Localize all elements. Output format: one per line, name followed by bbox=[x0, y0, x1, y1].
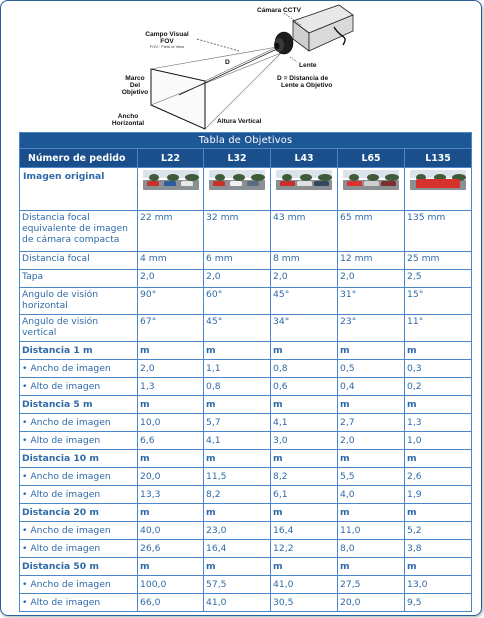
image-row bbox=[20, 168, 472, 211]
height-value: 0,4 bbox=[338, 378, 405, 396]
spec-row-label: Distancia focal bbox=[20, 252, 138, 270]
height-row bbox=[20, 540, 472, 558]
unit-cell: m bbox=[204, 504, 271, 522]
lens-label: Lente bbox=[299, 62, 317, 69]
unit-cell: m bbox=[138, 504, 204, 522]
fov-abbr-label: FOV bbox=[160, 38, 174, 45]
width-value: 57,5 bbox=[204, 576, 271, 594]
width-value: 27,5 bbox=[338, 576, 405, 594]
spec-value: 45° bbox=[204, 315, 271, 342]
column-header-l43: L43 bbox=[271, 149, 338, 168]
distance-header-row bbox=[20, 558, 472, 576]
height-value: 4,1 bbox=[204, 432, 271, 450]
width-value: 8,2 bbox=[271, 468, 338, 486]
width-value: 13,0 bbox=[405, 576, 472, 594]
width-value: 5,2 bbox=[405, 522, 472, 540]
height-value: 1,3 bbox=[138, 378, 204, 396]
width-label: • Ancho de imagen bbox=[20, 360, 138, 378]
spec-value: 23° bbox=[338, 315, 405, 342]
unit-cell: m bbox=[338, 558, 405, 576]
distance-label: Distancia 20 m bbox=[20, 504, 138, 522]
lens-table bbox=[19, 132, 472, 612]
spec-value: 31° bbox=[338, 288, 405, 315]
fov-diagram bbox=[1, 1, 482, 131]
height-value: 8,2 bbox=[204, 486, 271, 504]
width-value: 4,1 bbox=[271, 414, 338, 432]
fov-leader bbox=[197, 39, 239, 51]
camera-label: Cámara CCTV bbox=[257, 7, 301, 14]
fov-line-top-right bbox=[205, 47, 277, 81]
height-value: 41,0 bbox=[204, 594, 271, 612]
distance-definition-2: Lente a Objetivo bbox=[281, 82, 333, 89]
fov-note-label: FOV : Field of View bbox=[149, 44, 185, 49]
width-value: 11,5 bbox=[204, 468, 271, 486]
spec-row bbox=[20, 270, 472, 288]
column-header-l32: L32 bbox=[204, 149, 271, 168]
height-value: 6,6 bbox=[138, 432, 204, 450]
unit-cell: m bbox=[204, 450, 271, 468]
height-value: 12,2 bbox=[271, 540, 338, 558]
height-value: 1,9 bbox=[405, 486, 472, 504]
width-row bbox=[20, 360, 472, 378]
spec-value: 2,0 bbox=[338, 270, 405, 288]
spec-value: 22 mm bbox=[138, 211, 204, 252]
unit-cell: m bbox=[204, 558, 271, 576]
spec-row bbox=[20, 315, 472, 342]
unit-cell: m bbox=[405, 558, 472, 576]
spec-value: 34° bbox=[271, 315, 338, 342]
unit-cell: m bbox=[271, 342, 338, 360]
spec-value: 4 mm bbox=[138, 252, 204, 270]
height-value: 26,6 bbox=[138, 540, 204, 558]
height-value: 13,3 bbox=[138, 486, 204, 504]
height-value: 0,8 bbox=[204, 378, 271, 396]
distance-letter: D bbox=[225, 59, 230, 66]
table-body bbox=[20, 168, 472, 612]
unit-cell: m bbox=[271, 450, 338, 468]
fov-label: Campo Visual bbox=[145, 31, 189, 38]
distance-header-row bbox=[20, 342, 472, 360]
parking-lot-image bbox=[209, 170, 265, 190]
image-cell-l22 bbox=[138, 168, 204, 211]
height-label: • Alto de imagen bbox=[20, 540, 138, 558]
width-label: • Ancho de imagen bbox=[20, 414, 138, 432]
width-value: 2,6 bbox=[405, 468, 472, 486]
spec-value: 90° bbox=[138, 288, 204, 315]
width-label: • Ancho de imagen bbox=[20, 468, 138, 486]
width-row bbox=[20, 414, 472, 432]
fov-diagram-svg bbox=[1, 1, 482, 131]
horizontal-label-2: Horizontal bbox=[111, 120, 145, 127]
image-cell-l32 bbox=[204, 168, 271, 211]
distance-label: Distancia 5 m bbox=[20, 396, 138, 414]
height-value: 0,6 bbox=[271, 378, 338, 396]
parking-lot-image bbox=[276, 170, 332, 190]
width-value: 0,5 bbox=[338, 360, 405, 378]
width-value: 16,4 bbox=[271, 522, 338, 540]
distance-header-row bbox=[20, 450, 472, 468]
unit-cell: m bbox=[138, 558, 204, 576]
unit-cell: m bbox=[338, 450, 405, 468]
height-value: 66,0 bbox=[138, 594, 204, 612]
height-value: 8,0 bbox=[338, 540, 405, 558]
width-value: 23,0 bbox=[204, 522, 271, 540]
width-value: 1,3 bbox=[405, 414, 472, 432]
distance-label: Distancia 10 m bbox=[20, 450, 138, 468]
width-value: 41,0 bbox=[271, 576, 338, 594]
height-label: • Alto de imagen bbox=[20, 486, 138, 504]
width-value: 2,7 bbox=[338, 414, 405, 432]
column-header-l135: L135 bbox=[405, 149, 472, 168]
column-header-l22: L22 bbox=[138, 149, 204, 168]
height-label: • Alto de imagen bbox=[20, 378, 138, 396]
unit-cell: m bbox=[405, 396, 472, 414]
width-row bbox=[20, 576, 472, 594]
height-value: 2,0 bbox=[338, 432, 405, 450]
spec-value: 2,0 bbox=[271, 270, 338, 288]
image-cell-l65 bbox=[338, 168, 405, 211]
frame-label-1: Marco bbox=[125, 75, 145, 82]
spec-value: 12 mm bbox=[338, 252, 405, 270]
frame-label-3: Objetivo bbox=[121, 89, 149, 96]
frame-label-2: Del bbox=[129, 82, 141, 89]
width-label: • Ancho de imagen bbox=[20, 576, 138, 594]
unit-cell: m bbox=[271, 504, 338, 522]
spec-row-label: Tapa bbox=[20, 270, 138, 288]
spec-row-label: Angulo de visión horizontal bbox=[20, 288, 138, 315]
spec-value: 43 mm bbox=[271, 211, 338, 252]
unit-cell: m bbox=[405, 450, 472, 468]
height-value: 20,0 bbox=[338, 594, 405, 612]
vertical-label: Altura Vertical bbox=[217, 118, 262, 125]
car-closeup-image bbox=[410, 170, 466, 190]
height-value: 0,2 bbox=[405, 378, 472, 396]
width-row bbox=[20, 468, 472, 486]
unit-cell: m bbox=[138, 342, 204, 360]
image-cell-l43 bbox=[271, 168, 338, 211]
unit-cell: m bbox=[338, 396, 405, 414]
image-row-label: Imagen original bbox=[20, 168, 138, 211]
spec-value: 2,5 bbox=[405, 270, 472, 288]
spec-value: 15° bbox=[405, 288, 472, 315]
height-value: 4,0 bbox=[338, 486, 405, 504]
distance-header-row bbox=[20, 504, 472, 522]
spec-value: 6 mm bbox=[204, 252, 271, 270]
width-value: 0,3 bbox=[405, 360, 472, 378]
spec-value: 135 mm bbox=[405, 211, 472, 252]
spec-row bbox=[20, 288, 472, 315]
distance-label: Distancia 50 m bbox=[20, 558, 138, 576]
width-row bbox=[20, 522, 472, 540]
spec-value: 25 mm bbox=[405, 252, 472, 270]
height-row bbox=[20, 378, 472, 396]
target-frame-shape bbox=[151, 69, 205, 129]
spec-value: 11° bbox=[405, 315, 472, 342]
height-value: 3,8 bbox=[405, 540, 472, 558]
unit-cell: m bbox=[204, 396, 271, 414]
height-value: 16,4 bbox=[204, 540, 271, 558]
unit-cell: m bbox=[138, 396, 204, 414]
width-value: 1,1 bbox=[204, 360, 271, 378]
spec-row bbox=[20, 252, 472, 270]
height-row bbox=[20, 594, 472, 612]
column-header-l65: L65 bbox=[338, 149, 405, 168]
spec-value: 2,0 bbox=[138, 270, 204, 288]
width-label: • Ancho de imagen bbox=[20, 522, 138, 540]
parking-lot-image bbox=[343, 170, 399, 190]
width-value: 5,7 bbox=[204, 414, 271, 432]
width-value: 40,0 bbox=[138, 522, 204, 540]
width-value: 20,0 bbox=[138, 468, 204, 486]
width-value: 10,0 bbox=[138, 414, 204, 432]
spec-value: 45° bbox=[271, 288, 338, 315]
width-value: 2,0 bbox=[138, 360, 204, 378]
unit-cell: m bbox=[138, 450, 204, 468]
distance-label: Distancia 1 m bbox=[20, 342, 138, 360]
unit-cell: m bbox=[405, 504, 472, 522]
image-cell-l135 bbox=[405, 168, 472, 211]
unit-cell: m bbox=[271, 396, 338, 414]
unit-cell: m bbox=[204, 342, 271, 360]
width-value: 0,8 bbox=[271, 360, 338, 378]
spec-row-label: Distancia focal equivalente de imagen de cámara compacta bbox=[20, 211, 138, 252]
horizontal-label-1: Ancho bbox=[117, 113, 139, 120]
distance-header-row bbox=[20, 396, 472, 414]
spec-value: 32 mm bbox=[204, 211, 271, 252]
unit-cell: m bbox=[338, 342, 405, 360]
height-value: 3,0 bbox=[271, 432, 338, 450]
height-label: • Alto de imagen bbox=[20, 432, 138, 450]
height-row bbox=[20, 432, 472, 450]
spec-value: 67° bbox=[138, 315, 204, 342]
spec-value: 65 mm bbox=[338, 211, 405, 252]
parking-lot-wide-image bbox=[143, 170, 199, 190]
spec-value: 8 mm bbox=[271, 252, 338, 270]
unit-cell: m bbox=[405, 342, 472, 360]
spec-row bbox=[20, 211, 472, 252]
spec-row-label: Angulo de visión vertical bbox=[20, 315, 138, 342]
spec-value: 60° bbox=[204, 288, 271, 315]
height-row bbox=[20, 486, 472, 504]
width-value: 5,5 bbox=[338, 468, 405, 486]
height-value: 1,0 bbox=[405, 432, 472, 450]
height-value: 9,5 bbox=[405, 594, 472, 612]
unit-cell: m bbox=[271, 558, 338, 576]
height-label: • Alto de imagen bbox=[20, 594, 138, 612]
order-number-header: Número de pedido bbox=[20, 149, 138, 168]
width-value: 11,0 bbox=[338, 522, 405, 540]
distance-definition-1: D = Distancia de bbox=[277, 75, 329, 82]
width-value: 100,0 bbox=[138, 576, 204, 594]
height-value: 30,5 bbox=[271, 594, 338, 612]
table-title: Tabla de Objetivos bbox=[20, 133, 472, 149]
spec-value: 2,0 bbox=[204, 270, 271, 288]
height-value: 6,1 bbox=[271, 486, 338, 504]
unit-cell: m bbox=[338, 504, 405, 522]
